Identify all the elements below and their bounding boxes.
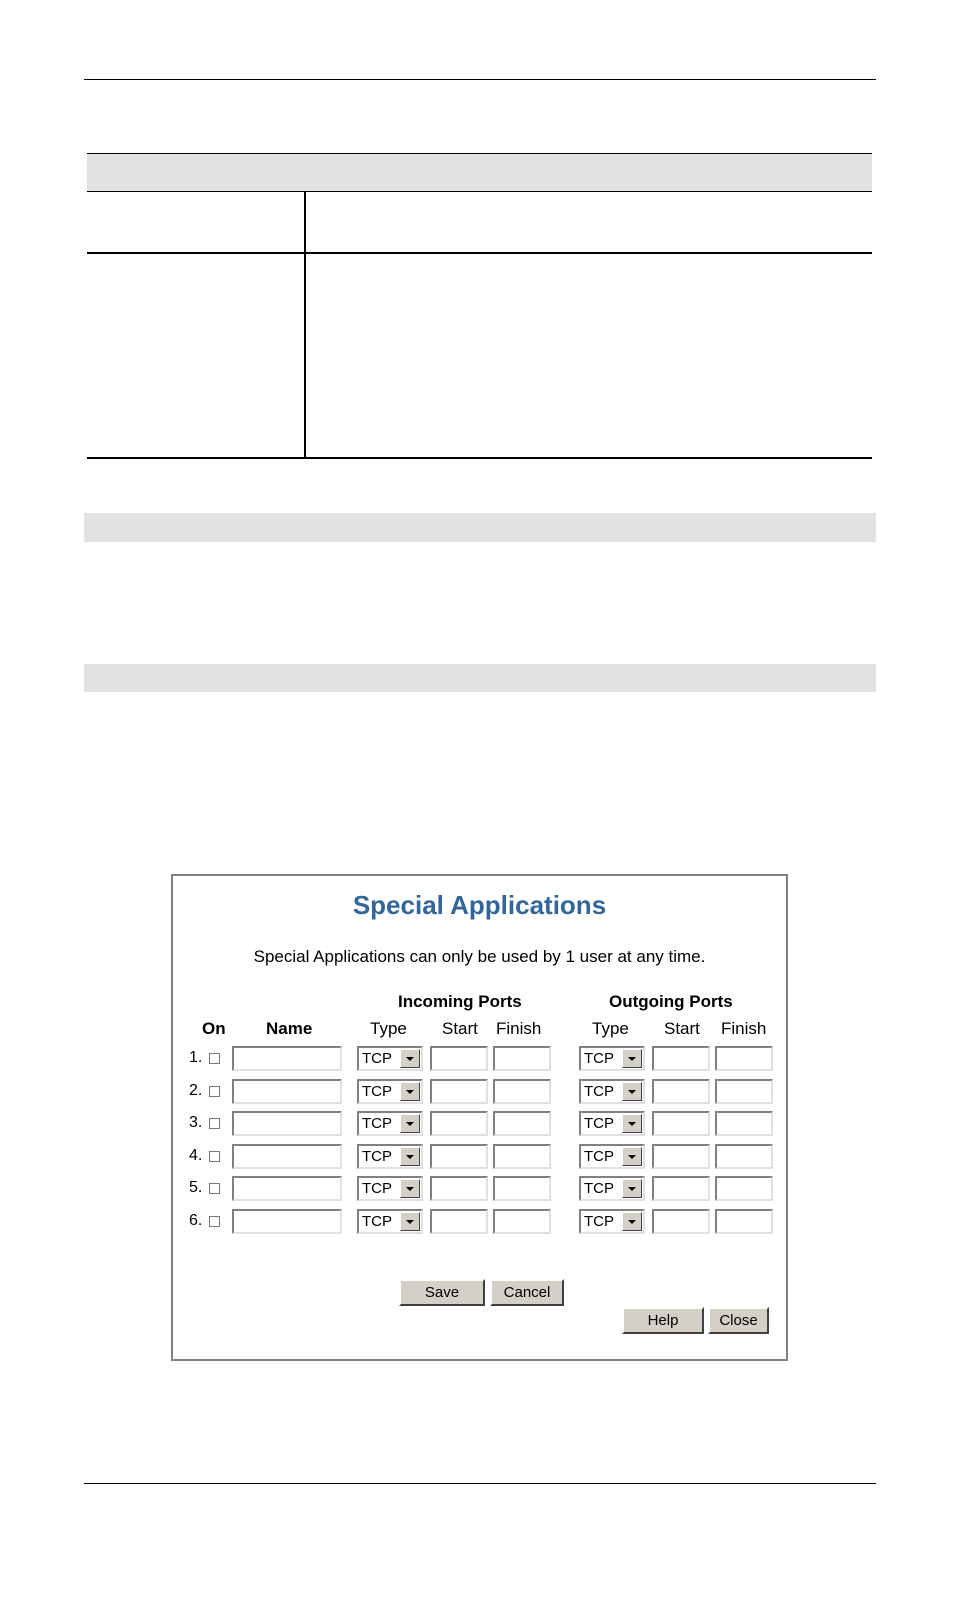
- row-number: 6.: [189, 1212, 203, 1229]
- outgoing-finish-input[interactable]: [715, 1111, 773, 1136]
- header-rule: [84, 79, 876, 80]
- incoming-start-input[interactable]: [430, 1079, 488, 1104]
- outgoing-ports-heading: Outgoing Ports: [609, 992, 733, 1011]
- footer-rule: [84, 1483, 876, 1484]
- col-out-start-header: Start: [664, 1019, 700, 1038]
- chevron-down-icon: [400, 1049, 420, 1068]
- select-value: TCP: [584, 1148, 614, 1165]
- select-value: TCP: [362, 1083, 392, 1100]
- outgoing-start-input[interactable]: [652, 1209, 710, 1234]
- outgoing-type-select[interactable]: [579, 1046, 645, 1071]
- description-table-header: [87, 153, 872, 192]
- col-in-type-header: Type: [370, 1019, 407, 1038]
- chevron-down-icon: [400, 1179, 420, 1198]
- col-on-header: On: [202, 1019, 226, 1038]
- outgoing-finish-input[interactable]: [715, 1176, 773, 1201]
- incoming-finish-input[interactable]: [493, 1209, 551, 1234]
- select-value: TCP: [362, 1213, 392, 1230]
- row-number: 2.: [189, 1082, 203, 1099]
- chevron-down-icon: [400, 1082, 420, 1101]
- incoming-type-select[interactable]: [357, 1046, 423, 1071]
- select-value: TCP: [584, 1213, 614, 1230]
- outgoing-type-select[interactable]: [579, 1079, 645, 1104]
- outgoing-start-input[interactable]: [652, 1144, 710, 1169]
- enable-checkbox[interactable]: [209, 1183, 220, 1194]
- table-row: [173, 1111, 786, 1137]
- table-row: [173, 1144, 786, 1170]
- incoming-start-input[interactable]: [430, 1209, 488, 1234]
- outgoing-start-input[interactable]: [652, 1079, 710, 1104]
- incoming-finish-input[interactable]: [493, 1111, 551, 1136]
- enable-checkbox[interactable]: [209, 1053, 220, 1064]
- enable-checkbox[interactable]: [209, 1216, 220, 1227]
- name-input[interactable]: [232, 1209, 342, 1234]
- chevron-down-icon: [622, 1049, 642, 1068]
- chevron-down-icon: [622, 1147, 642, 1166]
- chevron-down-icon: [622, 1082, 642, 1101]
- table-row: [173, 1079, 786, 1105]
- select-value: TCP: [362, 1148, 392, 1165]
- col-name-header: Name: [266, 1019, 313, 1038]
- section-heading-bar: [84, 513, 876, 542]
- table-row: [173, 1176, 786, 1202]
- name-input[interactable]: [232, 1079, 342, 1104]
- section-heading-bar: [84, 664, 876, 692]
- outgoing-start-input[interactable]: [652, 1046, 710, 1071]
- select-value: TCP: [584, 1083, 614, 1100]
- incoming-start-input[interactable]: [430, 1144, 488, 1169]
- table-bottom-rule: [87, 457, 872, 459]
- col-out-finish-header: Finish: [721, 1019, 767, 1038]
- incoming-start-input[interactable]: [430, 1046, 488, 1071]
- chevron-down-icon: [622, 1212, 642, 1231]
- incoming-start-input[interactable]: [430, 1176, 488, 1201]
- select-value: TCP: [584, 1050, 614, 1067]
- enable-checkbox[interactable]: [209, 1086, 220, 1097]
- col-in-finish-header: Finish: [496, 1019, 542, 1038]
- table-row-divider: [87, 252, 872, 254]
- outgoing-start-input[interactable]: [652, 1176, 710, 1201]
- chevron-down-icon: [400, 1212, 420, 1231]
- incoming-start-input[interactable]: [430, 1111, 488, 1136]
- outgoing-finish-input[interactable]: [715, 1079, 773, 1104]
- usage-note: Special Applications can only be used by 1 user at any time.: [253, 947, 706, 966]
- select-value: TCP: [362, 1115, 392, 1132]
- outgoing-type-select[interactable]: [579, 1209, 645, 1234]
- name-input[interactable]: [232, 1111, 342, 1136]
- row-number: 5.: [189, 1179, 203, 1196]
- close-button[interactable]: Close: [708, 1307, 769, 1334]
- incoming-type-select[interactable]: [357, 1144, 423, 1169]
- chevron-down-icon: [400, 1147, 420, 1166]
- description-table: [87, 153, 872, 459]
- incoming-type-select[interactable]: [357, 1079, 423, 1104]
- outgoing-type-select[interactable]: [579, 1111, 645, 1136]
- outgoing-type-select[interactable]: [579, 1176, 645, 1201]
- table-column-divider: [304, 191, 306, 459]
- outgoing-type-select[interactable]: [579, 1144, 645, 1169]
- name-input[interactable]: [232, 1046, 342, 1071]
- incoming-type-select[interactable]: [357, 1176, 423, 1201]
- table-row: [173, 1046, 786, 1072]
- page-title: Special Applications: [352, 890, 607, 920]
- name-input[interactable]: [232, 1176, 342, 1201]
- outgoing-start-input[interactable]: [652, 1111, 710, 1136]
- row-number: 4.: [189, 1147, 203, 1164]
- incoming-finish-input[interactable]: [493, 1046, 551, 1071]
- col-out-type-header: Type: [592, 1019, 629, 1038]
- select-value: TCP: [362, 1050, 392, 1067]
- save-button[interactable]: Save: [399, 1279, 485, 1306]
- incoming-ports-heading: Incoming Ports: [398, 992, 522, 1011]
- chevron-down-icon: [622, 1114, 642, 1133]
- col-in-start-header: Start: [442, 1019, 478, 1038]
- select-value: TCP: [584, 1180, 614, 1197]
- special-applications-panel: [171, 874, 788, 1361]
- chevron-down-icon: [622, 1179, 642, 1198]
- select-value: TCP: [584, 1115, 614, 1132]
- incoming-type-select[interactable]: [357, 1209, 423, 1234]
- incoming-finish-input[interactable]: [493, 1176, 551, 1201]
- incoming-finish-input[interactable]: [493, 1144, 551, 1169]
- select-value: TCP: [362, 1180, 392, 1197]
- outgoing-finish-input[interactable]: [715, 1144, 773, 1169]
- outgoing-finish-input[interactable]: [715, 1046, 773, 1071]
- enable-checkbox[interactable]: [209, 1118, 220, 1129]
- table-row: [173, 1209, 786, 1235]
- name-input[interactable]: [232, 1144, 342, 1169]
- incoming-finish-input[interactable]: [493, 1079, 551, 1104]
- incoming-type-select[interactable]: [357, 1111, 423, 1136]
- enable-checkbox[interactable]: [209, 1151, 220, 1162]
- help-button[interactable]: Help: [622, 1307, 704, 1334]
- outgoing-finish-input[interactable]: [715, 1209, 773, 1234]
- chevron-down-icon: [400, 1114, 420, 1133]
- row-number: 1.: [189, 1049, 203, 1066]
- row-number: 3.: [189, 1114, 203, 1131]
- cancel-button[interactable]: Cancel: [490, 1279, 564, 1306]
